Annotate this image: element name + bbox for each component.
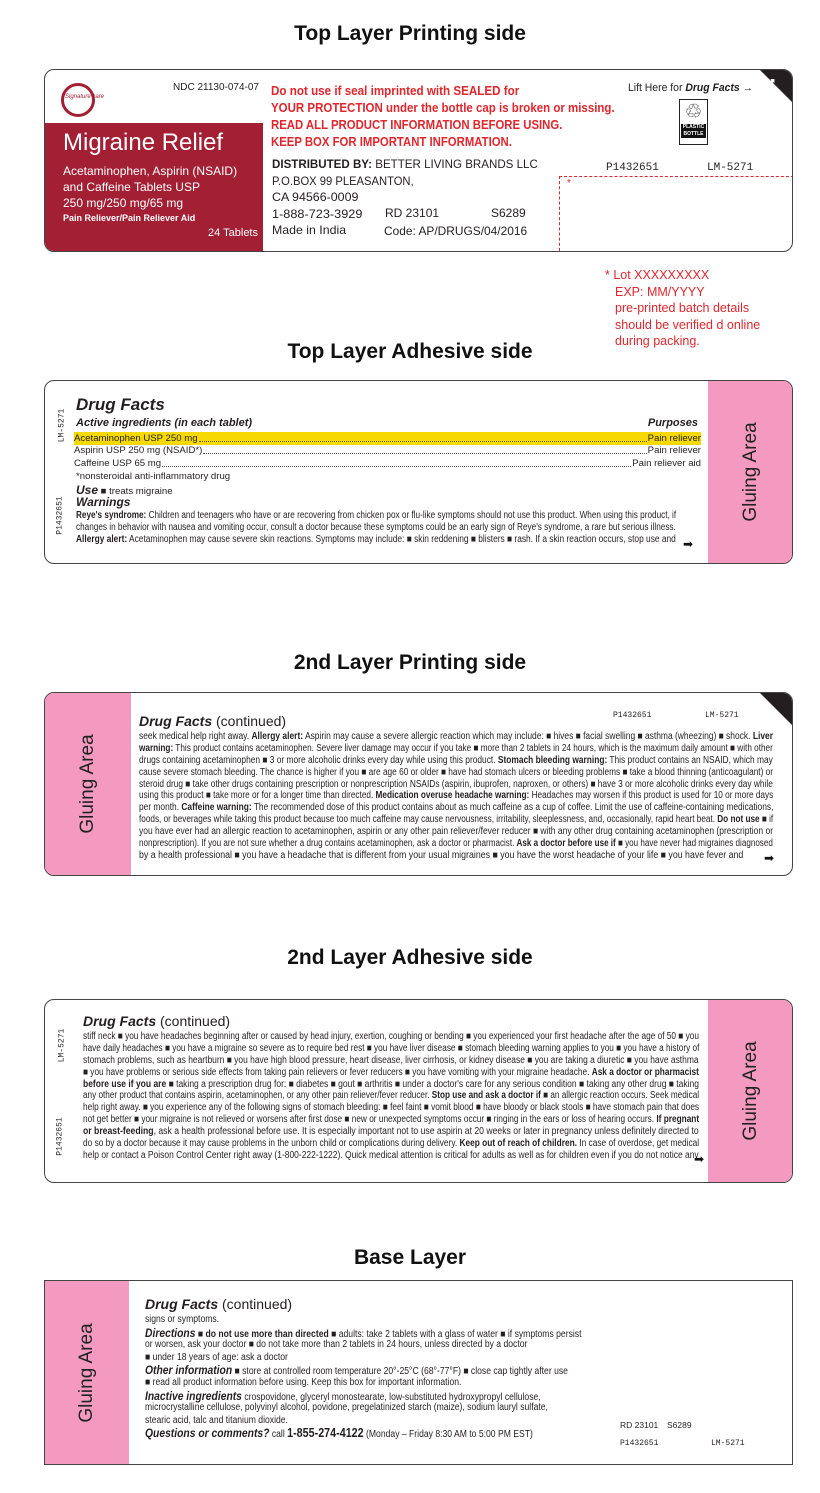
purposes-header: Purposes bbox=[647, 417, 698, 429]
top-layer-adhesive-panel bbox=[44, 380, 793, 564]
section-title-2nd-printing: 2nd Layer Printing side bbox=[293, 651, 527, 674]
dot-leader bbox=[162, 458, 631, 467]
text-line bbox=[139, 826, 793, 838]
section-heading: Inactive ingredients bbox=[145, 1388, 242, 1403]
crossed-recycle-icon: ♲ bbox=[684, 101, 703, 123]
section-title-top-adhesive: Top Layer Adhesive side bbox=[287, 340, 533, 363]
exp-line: EXP: MM/YYYY bbox=[615, 284, 705, 299]
base-layer-panel bbox=[44, 1280, 793, 1465]
lot-note bbox=[605, 267, 760, 350]
product-name: Migraine Relief bbox=[63, 129, 224, 156]
text-run: This product contains an NSAID, which may bbox=[607, 754, 773, 766]
bold-text: warning: bbox=[139, 742, 174, 754]
text-run: ■ read all product information before using. Keep this box for important information. bbox=[145, 1376, 462, 1388]
text-line bbox=[83, 1138, 793, 1150]
text-line bbox=[83, 1079, 793, 1091]
warning-line: READ ALL PRODUCT INFORMATION BEFORE USING. bbox=[271, 117, 563, 132]
text-run: stearic acid, talc and titanium dioxide. bbox=[145, 1414, 288, 1426]
text-run: ■ store at controlled room temperature 20°-25°C (68°-77°F) ■ close cap tightly after use bbox=[232, 1366, 568, 1378]
gluing-area bbox=[45, 1281, 129, 1464]
text-run: or worsen, ask your doctor ■ do not take more than 2 tablets in 24 hours, unless directed by a doctor bbox=[145, 1339, 528, 1351]
use-text: ■ treats migraine bbox=[98, 486, 173, 497]
text-line bbox=[139, 850, 793, 862]
bold-text: Liver bbox=[752, 731, 773, 742]
bold-text: Stop use and ask a doctor if bbox=[431, 1090, 541, 1102]
lm-code-vertical: LM-5271 bbox=[57, 408, 67, 443]
text-line bbox=[145, 1390, 653, 1403]
active-ingredients-header: Active ingredients (in each tablet) bbox=[76, 417, 253, 429]
text-line bbox=[145, 1427, 653, 1440]
dot-leader bbox=[199, 433, 647, 442]
text-run: drugs containing acetaminophen ■ 3 or more alcoholic drinks every day while using this product. bbox=[139, 754, 498, 766]
s-code: S6289 bbox=[667, 1420, 692, 1430]
ingredient-purpose: Pain reliever bbox=[647, 445, 701, 457]
text-run: not get better ■ your migraine is not relieved or worsens after first dose ■ new or unexpected symptoms occur ■ ringing in the ears or loss of hearing occurs. bbox=[83, 1114, 657, 1126]
seal-warning bbox=[271, 82, 660, 150]
text-run: The recommended dose of this product contains about as much caffeine as a cup of coffee. Limit the use of caffeine-containing medications, bbox=[251, 802, 774, 814]
continued-label: (continued) bbox=[218, 1296, 293, 1312]
ingredient-row bbox=[74, 445, 701, 457]
gluing-label: Gluing Area bbox=[76, 1322, 97, 1423]
ingredient-purpose: Pain reliever aid bbox=[632, 457, 701, 469]
lift-here-label[interactable] bbox=[628, 82, 760, 94]
warnings-header: Warnings bbox=[76, 495, 131, 509]
text-line bbox=[145, 1314, 653, 1327]
directions-text bbox=[145, 1314, 653, 1440]
text-run: signs or symptoms. bbox=[145, 1314, 220, 1325]
text-run: per month. bbox=[139, 802, 182, 814]
drug-facts-title: Drug Facts bbox=[76, 395, 165, 414]
text-line bbox=[145, 1402, 653, 1415]
note-line: during packing. bbox=[615, 334, 700, 349]
text-run: Headaches may worsen if this product is used for 10 or more days bbox=[529, 790, 774, 802]
text-run: ■ under 18 years of age: ask a doctor bbox=[145, 1351, 288, 1363]
gluing-area bbox=[45, 693, 131, 875]
bold-text: Do not use bbox=[717, 814, 760, 826]
lm-code: LM-5271 bbox=[705, 711, 739, 720]
text-run: ■ taking a prescription drug for: ■ diabetes ■ gout ■ arthritis ■ under a doctor's care for any serious condition ■ taking any other drug ■ taking bbox=[166, 1078, 699, 1090]
recycle-text: BOTTLE bbox=[683, 131, 704, 137]
bold-text: Medication overuse headache warning: bbox=[375, 790, 530, 802]
bold-text: Allergy alert: bbox=[76, 533, 128, 545]
text-run: steroid drug ■ take other drugs containing prescription or nonprescription NSAIDs (aspirin, ibuprofen, naproxen, or others) ■ have 3 or more alcoholic drinks every day while bbox=[139, 778, 773, 790]
text-line bbox=[76, 510, 793, 522]
bold-text: Caffeine warning: bbox=[181, 802, 252, 814]
ingredient-row bbox=[74, 433, 701, 445]
tablet-count: 24 Tablets bbox=[208, 227, 258, 239]
warnings-continued-text bbox=[139, 731, 793, 862]
text-line bbox=[83, 1055, 793, 1067]
text-run: nonprescription). If you are not sure whether a drug contains acetaminophen, ask a doctor or pharmacist. bbox=[139, 838, 517, 850]
text-line bbox=[83, 1090, 793, 1102]
continued-label: (continued) bbox=[156, 1013, 231, 1029]
ingredient-row bbox=[74, 458, 701, 470]
p-code-vertical: P1432651 bbox=[55, 1117, 65, 1156]
lift-drug-facts: Drug Facts bbox=[685, 82, 740, 94]
address-line: P.O.BOX 99 PLEASANTON, bbox=[272, 173, 414, 188]
text-run: ■ bbox=[195, 1328, 206, 1340]
text-run: ■ adults: take 2 tablets with a glass of water ■ if symptoms persist bbox=[328, 1328, 582, 1340]
bold-text: or breast-feeding bbox=[83, 1126, 154, 1138]
bold-text: Allergy alert: bbox=[251, 731, 304, 742]
recycle-text: PLASTIC bbox=[682, 124, 705, 130]
text-run: stiff neck ■ you have headaches beginning after or caused by head injury, exertion, coughing or bending ■ you experienced your first headache after the age of 50 ■ you bbox=[83, 1031, 699, 1042]
drug-code: Code: AP/DRUGS/04/2016 bbox=[384, 224, 528, 238]
drug-facts-title: Drug Facts bbox=[145, 1296, 219, 1312]
text-line bbox=[139, 755, 793, 767]
text-run: Aspirin may cause a severe allergic reaction which may include: ■ hives ■ facial swelling ■ asthma (wheezing) ■ shock. bbox=[303, 731, 753, 742]
warning-line: YOUR PROTECTION under the bottle cap is broken or missing. bbox=[271, 100, 615, 115]
text-line bbox=[83, 1126, 793, 1138]
lift-arrow-icon: ⬈ bbox=[766, 75, 777, 89]
lm-code: LM-5271 bbox=[711, 1439, 745, 1448]
lm-code: LM-5271 bbox=[707, 162, 754, 174]
text-line bbox=[83, 1150, 793, 1162]
bold-text: before use if you are bbox=[83, 1078, 167, 1090]
bold-text: do not use more than directed bbox=[205, 1328, 329, 1340]
text-line bbox=[139, 731, 793, 743]
second-layer-adhesive-panel bbox=[44, 999, 793, 1183]
product-description bbox=[63, 163, 237, 211]
section-heading: Other information bbox=[145, 1363, 233, 1378]
text-run: cause severe stomach bleeding. The chance is higher if you ■ are age 60 or older ■ have had stomach ulcers or bleeding problems ■ take a blood thinning (anticoagulant) or bbox=[139, 766, 774, 778]
desc-line: and Caffeine Tablets USP bbox=[63, 180, 200, 194]
text-run: , ask a health professional before use. It is especially important not to use aspirin at 20 weeks or later in pregnancy unless definitely directed to bbox=[153, 1126, 699, 1138]
drug-facts-title: Drug Facts bbox=[139, 713, 213, 729]
text-run: changes in behavior with nausea and vomiting occur, consult a doctor because these symptoms could be an early sign of Reye's syndrome, a rare but serious illness. bbox=[76, 521, 676, 533]
text-line bbox=[145, 1364, 653, 1377]
bold-text: Ask a doctor or pharmacist bbox=[591, 1066, 699, 1078]
ndc-number: NDC 21130-074-07 bbox=[173, 82, 259, 93]
text-run: crospovidone, glyceryl monostearate, low-substituted hydroxypropyl cellulose, bbox=[241, 1391, 541, 1403]
desc-line: Acetaminophen, Aspirin (NSAID) bbox=[63, 164, 238, 178]
section-title-top-printing: Top Layer Printing side bbox=[294, 22, 526, 45]
ingredient-name: Acetaminophen USP 250 mg bbox=[74, 433, 198, 444]
gluing-label: Gluing Area bbox=[740, 1041, 761, 1141]
text-line bbox=[76, 522, 793, 534]
bold-text: Keep out of reach of children. bbox=[459, 1138, 577, 1150]
drug-facts-title: Drug Facts bbox=[83, 1013, 157, 1029]
section-title-base: Base Layer bbox=[353, 1246, 467, 1269]
text-line bbox=[83, 1043, 793, 1055]
text-run: foods, or beverages while taking this product because too much caffeine may cause nervousness, irritability, sleeplessness, and, occasionally, rapid heart beat. bbox=[139, 814, 718, 826]
top-layer-printing-panel bbox=[44, 69, 793, 252]
origin: Made in India bbox=[272, 223, 347, 238]
text-run: ■ you have never had migraines diagnosed bbox=[615, 838, 773, 850]
next-arrow-icon: ➡ bbox=[683, 537, 694, 551]
product-brand-block bbox=[45, 123, 263, 252]
text-line bbox=[145, 1327, 653, 1340]
text-line bbox=[139, 838, 793, 850]
product-category: Pain Reliever/Pain Reliever Aid bbox=[63, 213, 196, 223]
warnings-continued-text bbox=[83, 1031, 793, 1162]
text-run: help or contact a Poison Control Center right away (1-800-222-1222). Quick medical attention is critical for adults as well as for children even if you do not notice any bbox=[83, 1149, 699, 1161]
section-heading: Directions bbox=[145, 1325, 196, 1340]
bold-text: Stomach bleeding warning: bbox=[497, 754, 608, 766]
p-code: P1432651 bbox=[620, 1439, 659, 1448]
lm-code-vertical: LM-5271 bbox=[57, 1028, 67, 1063]
text-run: (Monday – Friday 8:30 AM to 5:00 PM EST) bbox=[363, 1429, 533, 1441]
gluing-label: Gluing Area bbox=[77, 734, 98, 834]
text-run: Children and teenagers who have or are recovering from chicken pox or flu-like symptoms should not use this product. When using this product, if bbox=[146, 510, 677, 521]
ingredient-purpose: Pain reliever bbox=[647, 433, 701, 444]
batch-print-area bbox=[559, 176, 793, 252]
text-line bbox=[139, 743, 793, 755]
ingredient-name: Caffeine USP 65 mg bbox=[74, 457, 162, 469]
desc-line: 250 mg/250 mg/65 mg bbox=[63, 196, 184, 210]
batch-p-code: P1432651 bbox=[606, 162, 659, 174]
text-line bbox=[139, 779, 793, 791]
bold-text: 1-855-274-4122 bbox=[287, 1426, 364, 1441]
ingredient-name: Aspirin USP 250 mg (NSAID*) bbox=[74, 445, 203, 457]
text-line bbox=[139, 790, 793, 802]
text-run: any other product that contains aspirin, acetaminophen, or any other pain reliever/fever reducer. bbox=[83, 1090, 432, 1102]
right-arrow-icon: → bbox=[742, 82, 754, 94]
text-run: help right away. ■ you experience any of the following signs of stomach bleeding: ■ feel faint ■ vomit blood ■ have bloody or black stools ■ have stomach pain that does bbox=[83, 1102, 700, 1114]
text-line bbox=[139, 802, 793, 814]
warning-line: KEEP BOX FOR IMPORTANT INFORMATION. bbox=[271, 134, 512, 149]
second-layer-printing-panel bbox=[44, 692, 793, 876]
text-run: ■ if bbox=[759, 814, 774, 826]
text-run: do so by a doctor because it may cause problems in the unborn child or complications during delivery. bbox=[83, 1138, 460, 1150]
next-arrow-icon: ➡ bbox=[694, 1152, 705, 1166]
lot-line: * Lot XXXXXXXXX bbox=[605, 268, 710, 282]
text-line bbox=[83, 1031, 793, 1043]
text-run: microcrystalline cellulose, polyvinyl alcohol, povidone, pregelatinized starch (maize), sodium lauryl sulfate, bbox=[145, 1402, 548, 1414]
section-heading: Questions or comments? bbox=[145, 1426, 270, 1441]
text-line bbox=[83, 1102, 793, 1114]
p-code-vertical: P1432651 bbox=[55, 496, 65, 535]
lift-prefix: Lift Here for bbox=[628, 82, 686, 94]
text-run: ■ you have problems or serious side effects from taking pain relievers or fever reducers ■ you have vomiting with your migraine headache. bbox=[83, 1066, 592, 1078]
text-line bbox=[139, 767, 793, 779]
text-line bbox=[83, 1114, 793, 1126]
bold-text: Reye's syndrome: bbox=[76, 510, 147, 521]
phone: 1-888-723-3929 bbox=[272, 206, 363, 221]
text-line bbox=[83, 1067, 793, 1079]
next-arrow-icon: ➡ bbox=[764, 851, 775, 865]
warning-line: Do not use if seal imprinted with SEALED for bbox=[271, 83, 520, 98]
text-run: In case of overdose, get medical bbox=[576, 1138, 700, 1150]
text-run: call bbox=[269, 1429, 288, 1441]
text-run: by a health professional ■ you have a headache that is different from your usual migraines ■ you have the worst headache of your life ■ you have fever and bbox=[139, 849, 744, 861]
text-run: seek medical help right away. bbox=[139, 731, 252, 742]
recycle-plastic-bottle-icon bbox=[679, 99, 708, 145]
gluing-label: Gluing Area bbox=[740, 422, 761, 522]
signature-care-logo bbox=[61, 83, 105, 117]
dist-name: BETTER LIVING BRANDS LLC bbox=[372, 157, 538, 171]
bold-text: Ask a doctor before use if bbox=[516, 838, 616, 850]
text-run: ■ an allergic reaction occurs. Seek medical bbox=[540, 1090, 700, 1102]
use-header: Use bbox=[76, 483, 99, 497]
text-line bbox=[139, 814, 793, 826]
note-line: pre-printed batch details bbox=[615, 301, 750, 316]
dist-label: DISTRIBUTED BY: bbox=[272, 157, 373, 171]
bold-text: If pregnant bbox=[656, 1114, 700, 1126]
text-run: you have ever had an allergic reaction to acetaminophen, aspirin or any other pain reliever/fever reducer ■ with any other drug containing acetaminophen (prescription or bbox=[139, 826, 774, 838]
text-run: using this product ■ take more or for a longer time than directed. bbox=[139, 790, 376, 802]
text-run: stomach problems, such as heartburn ■ you have high blood pressure, heart disease, liver cirrhosis, or kidney disease ■ you are taking a diuretic ■ you have asthma bbox=[83, 1054, 699, 1066]
section-title-2nd-adhesive: 2nd Layer Adhesive side bbox=[287, 946, 533, 969]
continued-label: (continued) bbox=[212, 713, 287, 729]
text-run: This product contains acetaminophen. Severe liver damage may occur if you take ■ more than 2 tablets in 24 hours, which is the maximum daily amount ■ with other bbox=[173, 742, 773, 754]
note-line: should be verified d online bbox=[615, 317, 761, 332]
corner-mark bbox=[759, 692, 793, 726]
footnote: *nonsteroidal anti-inflammatory drug bbox=[76, 471, 231, 482]
address-line: CA 94566-0009 bbox=[272, 190, 359, 205]
s-code: S6289 bbox=[491, 206, 526, 220]
dot-leader bbox=[203, 445, 646, 454]
rd-code: RD 23101 bbox=[620, 1420, 659, 1430]
rd-code: RD 23101 bbox=[385, 206, 440, 220]
logo-text: Signature care bbox=[65, 94, 105, 100]
text-run: have daily headaches ■ you have a migraine so severe as to require bed rest ■ you have liver disease ■ stomach bleeding warning applies to you ■ you have a history of bbox=[83, 1042, 700, 1054]
p-code: P1432651 bbox=[613, 711, 652, 720]
asterisk: * bbox=[567, 178, 571, 189]
text-run: Acetaminophen may cause severe skin reactions. Symptoms may include: ■ skin reddening ■ blisters ■ rash. If a skin reaction occurs, stop use and bbox=[127, 533, 676, 545]
